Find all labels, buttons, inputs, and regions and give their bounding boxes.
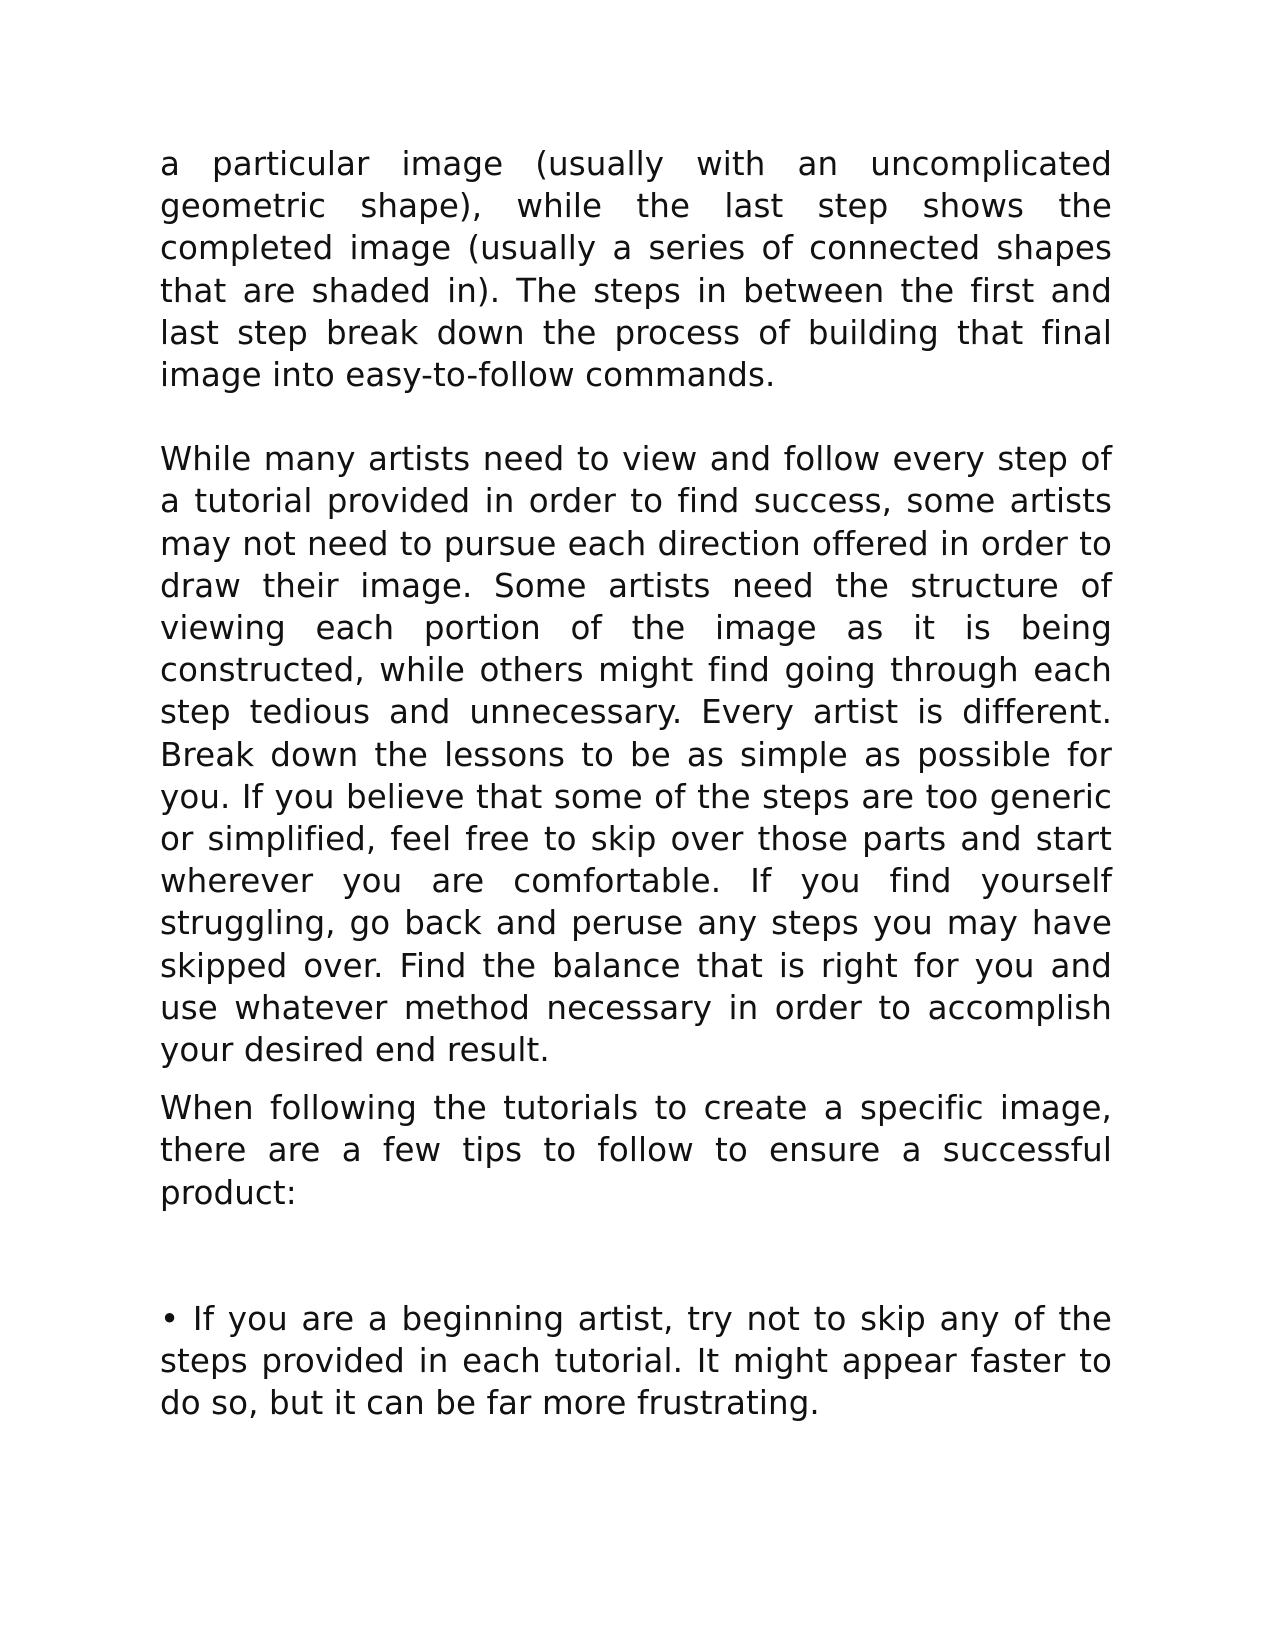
document-page <box>160 143 1112 1424</box>
paragraph-tutorial-steps: a particular image (usually with an uncomplicated geometric shape), while the last step shows the completed image (usually a series of connected shapes that are shaded in). The steps in between the first and last step break down the process of building that final image into easy-to-follow commands. <box>160 145 1112 395</box>
bullet-item-beginning-artist: • If you are a beginning artist, try not to skip any of the steps provided in each tutorial. It might appear faster to do so, but it can be far more frustrating. <box>160 1299 1112 1423</box>
paragraph-artists-approach: While many artists need to view and follow every step of a tutorial provided in order to find success, some artists may not need to pursue each direction offered in order to draw their image. Some artists need the structure of viewing each portion of the image as it is being constructed, while others might find going through each step tedious and unnecessary. Every artist is different. Break down the lessons to be as simple as possible for you. If you believe that some of the steps are too generic or simplified, feel free to skip over those parts and start wherever you are comfortable. If you find yourself struggling, go back and peruse any steps you may have skipped over. Find the balance that is right for you and use whatever method necessary in order to accomplish your desired end result. <box>160 440 1112 1070</box>
paragraph-tips-intro: When following the tutorials to create a specific image, there are a few tips to follow to ensure a successful product: <box>160 1089 1112 1212</box>
